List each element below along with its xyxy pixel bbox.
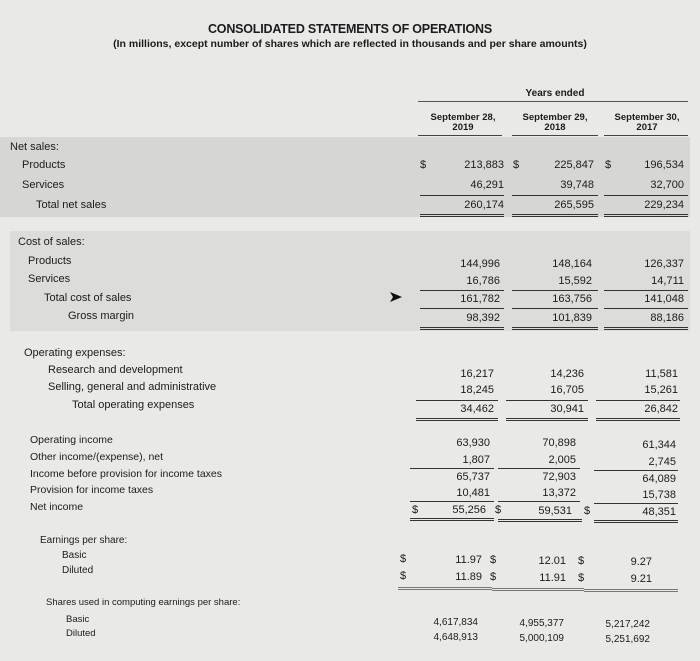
- currency-symbol: $: [400, 570, 407, 582]
- subtotal-line: [410, 501, 494, 502]
- subtotal-line: [420, 308, 504, 309]
- subtotal-line: [604, 308, 688, 309]
- income-before-tax-label: Income before provision for income taxes: [30, 468, 223, 480]
- total-double-line: [512, 214, 598, 217]
- gross-margin-2017: 88,186: [650, 312, 684, 324]
- sga-2017: 15,261: [644, 384, 678, 396]
- cost-products-2017: 126,337: [644, 258, 684, 270]
- total-double-line: [398, 587, 492, 590]
- net-sales-heading: Net sales:: [10, 141, 59, 153]
- total-double-line: [512, 327, 598, 330]
- eps-basic-2019: 11.97: [455, 554, 482, 566]
- total-double-line: [584, 589, 678, 592]
- income-before-tax-2019: 65,737: [456, 471, 490, 483]
- currency-symbol: $: [400, 553, 407, 565]
- eps-heading: Earnings per share:: [40, 535, 128, 546]
- total-double-line: [604, 214, 688, 217]
- rd-2019: 16,217: [460, 368, 494, 380]
- eps-basic-label: Basic: [62, 550, 87, 561]
- net-sales-services-label: Services: [22, 179, 65, 191]
- currency-symbol: $: [495, 504, 502, 516]
- income-before-tax-2017: 64,089: [642, 473, 676, 485]
- column-header-2018-date: September 29,: [522, 112, 588, 123]
- column-header-2018-year: 2018: [544, 122, 566, 133]
- provision-for-taxes-2017: 15,738: [642, 489, 676, 501]
- gross-margin-label: Gross margin: [68, 310, 135, 322]
- total-double-line: [492, 588, 584, 591]
- cost-products-label: Products: [28, 255, 72, 267]
- cursor-arrow-icon: [389, 291, 403, 303]
- operating-income-2018: 70,898: [542, 437, 576, 449]
- currency-symbol: $: [605, 159, 612, 171]
- subtotal-line: [594, 503, 678, 504]
- subtotal-line: [512, 308, 598, 309]
- shares-basic-2019: 4,617,834: [433, 617, 478, 628]
- column-header-2017: [602, 113, 692, 133]
- other-income-2017: 2,745: [648, 456, 676, 468]
- col-divider-2019: [418, 135, 502, 136]
- eps-basic-2018: 12.01: [538, 555, 566, 567]
- total-net-sales-2018: 265,595: [554, 199, 594, 211]
- statement-title: CONSOLIDATED STATEMENTS OF OPERATIONS: [207, 22, 493, 36]
- currency-symbol: $: [578, 555, 585, 567]
- operating-income-label: Operating income: [30, 434, 113, 446]
- currency-symbol: $: [490, 571, 497, 583]
- operating-income-2019: 63,930: [456, 437, 490, 449]
- currency-symbol: $: [490, 554, 497, 566]
- cost-services-2018: 15,592: [558, 275, 592, 287]
- cost-products-2018: 148,164: [552, 258, 592, 270]
- column-header-2019: [418, 113, 508, 133]
- income-before-tax-2018: 72,903: [542, 471, 576, 483]
- subtotal-line: [498, 468, 580, 469]
- shares-diluted-2019: 4,648,913: [433, 632, 478, 643]
- subtotal-line: [410, 468, 494, 469]
- subtotal-line: [416, 400, 498, 401]
- total-net-sales-2017: 229,234: [644, 199, 684, 211]
- subtotal-line: [420, 290, 504, 291]
- net-sales-products-2018: 225,847: [554, 159, 594, 171]
- net-sales-products-2019: 213,883: [464, 159, 504, 171]
- sga-label: Selling, general and administrative: [48, 381, 217, 393]
- total-operating-expenses-label: Total operating expenses: [72, 399, 195, 411]
- col-divider-2017: [604, 135, 688, 136]
- net-sales-services-2017: 32,700: [650, 179, 684, 191]
- rd-label: Research and development: [48, 364, 183, 376]
- shares-diluted-2018: 5,000,109: [519, 633, 564, 644]
- eps-diluted-2019: 11.89: [455, 571, 482, 583]
- sga-2018: 16,705: [550, 384, 584, 396]
- column-header-2017-date: September 30,: [614, 112, 680, 123]
- net-income-2019: 55,256: [452, 504, 486, 516]
- total-double-line: [498, 519, 582, 522]
- column-header-2017-year: 2017: [636, 122, 658, 133]
- total-operating-expenses-2019: 34,462: [460, 403, 494, 415]
- total-cost-of-sales-label: Total cost of sales: [44, 292, 132, 304]
- shares-basic-label: Basic: [66, 614, 90, 625]
- total-operating-expenses-2018: 30,941: [550, 403, 584, 415]
- column-header-2019-year: 2019: [452, 122, 474, 133]
- statement-subtitle: (In millions, except number of shares which are reflected in thousands and per share amounts): [113, 38, 587, 50]
- column-header-2018: [510, 113, 600, 133]
- total-double-line: [506, 418, 588, 421]
- total-double-line: [420, 327, 504, 330]
- years-ended-header: Years ended: [525, 88, 585, 99]
- operating-expenses-heading: Operating expenses:: [24, 347, 126, 359]
- total-net-sales-2019: 260,174: [464, 199, 504, 211]
- total-operating-expenses-2017: 26,842: [644, 403, 678, 415]
- total-cost-of-sales-2018: 163,756: [552, 293, 592, 305]
- col-divider-2018: [512, 135, 598, 136]
- eps-basic-2017: 9.27: [630, 556, 652, 568]
- shares-basic-2017: 5,217,242: [605, 619, 650, 630]
- net-income-2018: 59,531: [538, 505, 572, 517]
- shares-diluted-2017: 5,251,692: [605, 634, 650, 645]
- currency-symbol: $: [578, 572, 585, 584]
- column-header-2019-date: September 28,: [430, 112, 496, 123]
- currency-symbol: $: [412, 504, 419, 516]
- years-divider: [418, 101, 688, 102]
- rd-2018: 14,236: [550, 368, 584, 380]
- subtotal-line: [506, 400, 588, 401]
- total-cost-of-sales-2019: 161,782: [460, 293, 500, 305]
- total-double-line: [410, 518, 494, 521]
- provision-for-taxes-label: Provision for income taxes: [30, 484, 154, 496]
- total-double-line: [420, 214, 504, 217]
- subtotal-line: [594, 470, 678, 471]
- other-income-label: Other income/(expense), net: [30, 451, 164, 463]
- shares-basic-2018: 4,955,377: [519, 618, 564, 629]
- gross-margin-2018: 101,839: [552, 312, 592, 324]
- currency-symbol: $: [513, 159, 520, 171]
- currency-symbol: $: [420, 159, 427, 171]
- net-sales-products-2017: 196,534: [644, 159, 684, 171]
- eps-diluted-2017: 9.21: [630, 573, 652, 585]
- total-double-line: [594, 520, 678, 523]
- total-double-line: [604, 327, 688, 330]
- total-net-sales-label: Total net sales: [36, 199, 107, 211]
- other-income-2019: 1,807: [462, 454, 490, 466]
- subtotal-line: [512, 195, 598, 196]
- cost-services-2017: 14,711: [651, 275, 684, 287]
- subtotal-line: [498, 501, 580, 502]
- operating-income-2017: 61,344: [642, 439, 676, 451]
- net-income-label: Net income: [30, 501, 84, 513]
- sga-2019: 18,245: [460, 384, 494, 396]
- cost-services-2019: 16,786: [466, 275, 500, 287]
- rd-2017: 11,581: [645, 368, 678, 380]
- cost-services-label: Services: [28, 273, 71, 285]
- currency-symbol: $: [584, 505, 591, 517]
- net-sales-products-label: Products: [22, 159, 66, 171]
- gross-margin-2019: 98,392: [466, 312, 500, 324]
- eps-diluted-label: Diluted: [62, 565, 94, 576]
- subtotal-line: [604, 195, 688, 196]
- shares-heading: Shares used in computing earnings per share:: [46, 597, 241, 608]
- shares-diluted-label: Diluted: [66, 628, 96, 639]
- subtotal-line: [512, 290, 598, 291]
- provision-for-taxes-2018: 13,372: [542, 487, 576, 499]
- eps-diluted-2018: 11.91: [539, 572, 566, 584]
- subtotal-line: [596, 400, 680, 401]
- other-income-2018: 2,005: [548, 454, 576, 466]
- subtotal-line: [604, 290, 688, 291]
- provision-for-taxes-2019: 10,481: [456, 487, 490, 499]
- total-double-line: [416, 418, 498, 421]
- net-sales-services-2018: 39,748: [560, 179, 594, 191]
- cost-products-2019: 144,996: [460, 258, 500, 270]
- subtotal-line: [420, 195, 504, 196]
- net-income-2017: 48,351: [642, 506, 676, 518]
- total-double-line: [596, 418, 680, 421]
- net-sales-services-2019: 46,291: [470, 179, 504, 191]
- cost-of-sales-heading: Cost of sales:: [18, 236, 85, 248]
- total-cost-of-sales-2017: 141,048: [644, 293, 684, 305]
